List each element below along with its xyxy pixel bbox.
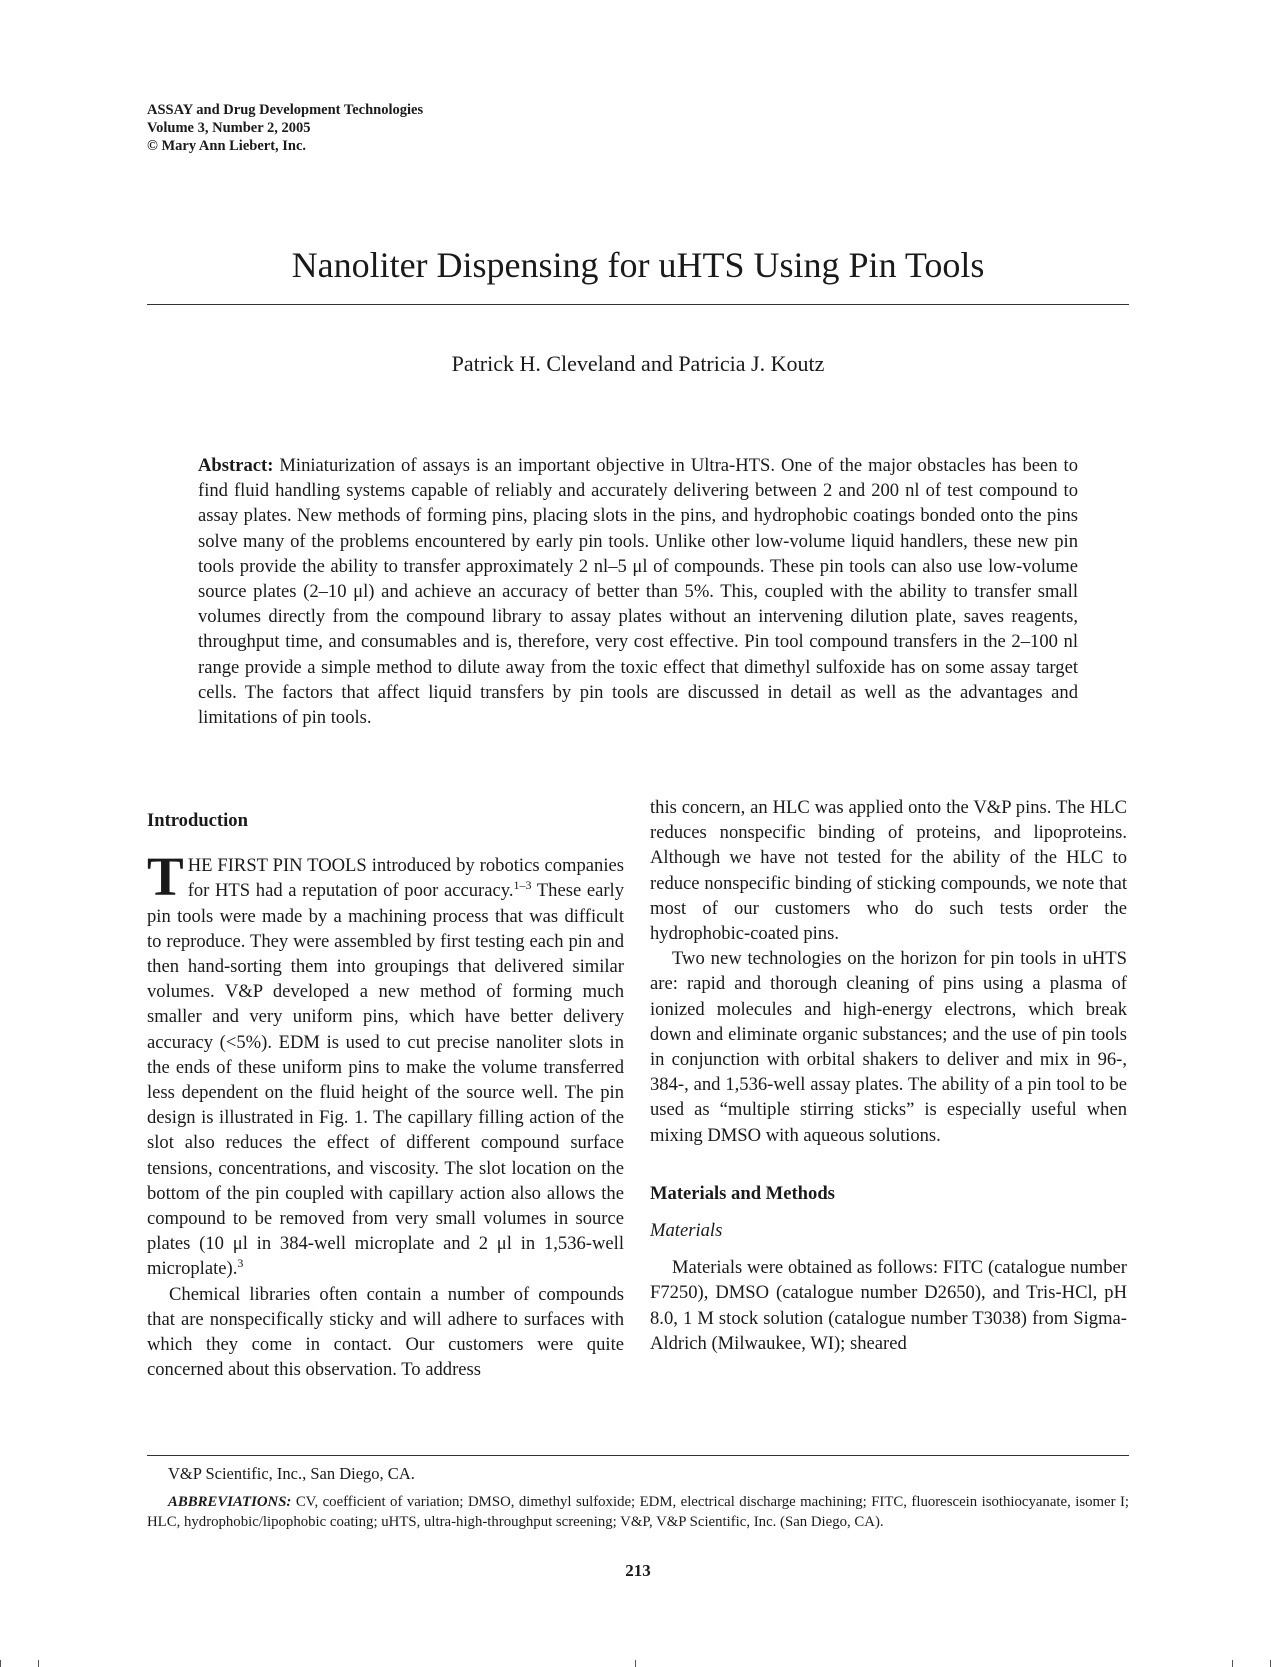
article-title: Nanoliter Dispensing for uHTS Using Pin Tools bbox=[291, 245, 985, 285]
left-column bbox=[147, 806, 624, 1382]
introduction-heading: Introduction bbox=[147, 810, 248, 831]
intro-p1b: These early pin tools were made by a machining process that was difficult to reproduce. They were assembled by first testing each pin and then hand-sorting them into groupings that delivered similar volumes. V&P developed a new method of forming much smaller and very uniform pins, which have better delivery accuracy (<5%). EDM is used to cut precise nanoliter slots in the ends of these uniform pins to make the volume transferred less dependent on the fluid height of the source well. The pin design is illustrated in Fig. 1. The capillary filling action of the slot also reduces the effect of different compound surface tensions, concentrations, and viscosity. The slot location on the bottom of the pin coupled with capillary action also allows the compound to be removed from very small volumes in source plates (10 μl in 384-well microplate and 2 μl in 1,536-well microplate). bbox=[147, 880, 624, 1280]
article-authors: Patrick H. Cleveland and Patricia J. Koutz bbox=[451, 351, 825, 376]
abstract-label: Abstract: bbox=[198, 455, 274, 476]
abbreviations-text: CV, coefficient of variation; DMSO, dimethyl sulfoxide; EDM, electrical discharge machining; FITC, fluorescein isothiocyanate, isomer I; HLC, hydrophobic/lipophobic coating; uHTS, ultra-high-throughput screening; V&P, V&P Scientific, Inc. (San Diego, CA). bbox=[147, 1494, 1129, 1530]
journal-copyright: © Mary Ann Liebert, Inc. bbox=[147, 138, 307, 154]
intro-paragraph-3: this concern, an HLC was applied onto the V&P pins. The HLC reduces nonspecific binding of proteins, and lipoproteins. Although we have not tested for the ability of the HLC to reduce nonspecific binding of sticking compounds, we note that most of our customers who do such tests order the hydrophobic-coated pins. bbox=[650, 797, 1127, 945]
author-affiliation: V&P Scientific, Inc., San Diego, CA. bbox=[168, 1464, 415, 1483]
abbreviations-footnote bbox=[147, 1492, 1129, 1532]
journal-volume: Volume 3, Number 2, 2005 bbox=[147, 120, 311, 136]
crop-mark bbox=[635, 1660, 636, 1667]
drop-cap: T bbox=[147, 846, 184, 908]
materials-paragraph: Materials were obtained as follows: FITC (catalogue number F7250), DMSO (catalogue number D2650), and Tris-HCl, pH 8.0, 1 M stock solution (catalogue number T3038) from Sigma-Aldrich (Milwaukee, WI); sheared bbox=[650, 1257, 1127, 1354]
materials-subheading: Materials bbox=[650, 1220, 723, 1242]
abstract-text: Miniaturization of assays is an important objective in Ultra-HTS. One of the major obstacles has been to find fluid handling systems capable of reliably and accurately delivering between 2 and 200 nl of test compound to assay plates. New methods of forming pins, placing slots in the pins, and hydrophobic coatings bonded onto the pins solve many of the problems encountered by early pin tools. Unlike other low-volume liquid handlers, these new pin tools provide the ability to transfer approximately 2 nl–5 μl of compounds. These pin tools can also use low-volume source plates (2–10 μl) and achieve an accuracy of better than 5%. This, coupled with the ability to transfer small volumes directly from the compound library to assay plates without an intervening dilution plate, saves reagents, throughput time, and consumables and is, therefore, very cost effective. Pin tool compound transfers in the 2–100 nl range provide a simple method to dilute away from the toxic effect that dimethyl sulfoxide has on some assay target cells. The factors that affect liquid transfers by pin tools are discussed in detail as well as the advantages and limitations of pin tools. bbox=[198, 455, 1079, 729]
intro-paragraph-2: Chemical libraries often contain a number of compounds that are nonspecifically sticky and will adhere to surfaces with which they come in contact. Our customers were quite concerned about this observation. To address bbox=[147, 1283, 624, 1381]
intro-paragraph-4: Two new technologies on the horizon for pin tools in uHTS are: rapid and thorough cleaning of pins using a plasma of ionized molecules and high-energy electrons, which break down and eliminate organic substances; and the use of pin tools in conjunction with orbital shakers to deliver and mix in 96-, 384-, and 1,536-well assay plates. The ability of a pin tool to be used as “multiple stirring sticks” is especially useful when mixing DMSO with aqueous solutions. bbox=[650, 948, 1127, 1146]
footnote-divider bbox=[147, 1455, 1129, 1456]
crop-mark bbox=[1232, 1660, 1233, 1667]
page-number: 213 bbox=[625, 1561, 651, 1580]
intro-smallcaps: HE FIRST PIN TOOLS bbox=[187, 855, 367, 877]
abbreviations-label: ABBREVIATIONS: bbox=[168, 1494, 292, 1510]
journal-name: ASSAY and Drug Development Technologies bbox=[147, 102, 424, 118]
abstract bbox=[198, 453, 1078, 730]
intro-p1a: introduced by robotics companies for HTS had a reputation of poor accuracy. bbox=[187, 855, 624, 902]
title-divider bbox=[147, 304, 1129, 305]
crop-mark bbox=[0, 1660, 1, 1667]
intro-paragraph-1 bbox=[147, 846, 624, 1281]
journal-header bbox=[147, 101, 423, 155]
reference-superscript: 3 bbox=[237, 1256, 244, 1271]
right-column bbox=[650, 795, 1127, 1356]
crop-mark bbox=[38, 1660, 39, 1667]
reference-superscript: 1–3 bbox=[513, 878, 532, 893]
methods-heading: Materials and Methods bbox=[650, 1182, 835, 1204]
